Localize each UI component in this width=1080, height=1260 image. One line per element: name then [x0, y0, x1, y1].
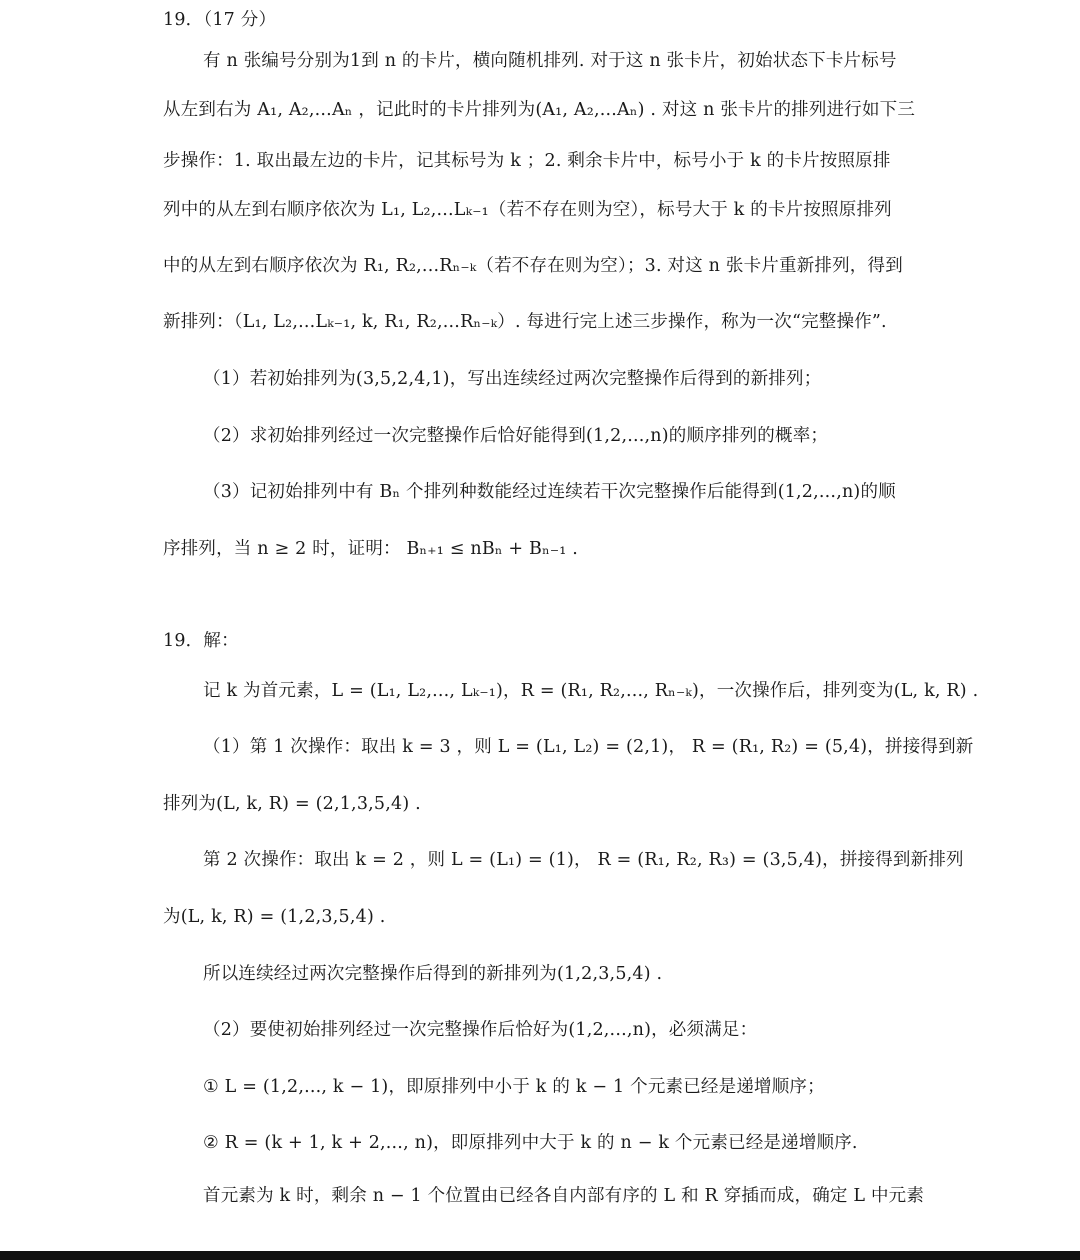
- solution-part1-line: 为(L, k, R) = (1,2,3,5,4) .: [163, 907, 386, 927]
- problem-text-line: 列中的从左到右顺序依次为 L₁, L₂,...Lₖ₋₁（若不存在则为空），标号大于 k 的卡片按照原排列: [163, 200, 892, 220]
- solution-part1-line: （1）第 1 次操作：取出 k = 3 ，则 L = (L₁, L₂) = (2,1)， R = (R₁, R₂) = (5,4)，拼接得到新: [203, 737, 974, 757]
- solution-part1-line: 排列为(L, k, R) = (2,1,3,5,4) .: [163, 794, 421, 814]
- question-3-line-1: （3）记初始排列中有 Bₙ 个排列种数能经过连续若干次完整操作后能得到(1,2,...,n)的顺: [203, 482, 896, 502]
- solution-header: 19．解：: [163, 631, 239, 651]
- problem-text-line: 中的从左到右顺序依次为 R₁, R₂,...Rₙ₋ₖ（若不存在则为空）；3. 对这 n 张卡片重新排列，得到: [163, 256, 903, 276]
- solution-intro: 记 k 为首元素，L = (L₁, L₂,..., Lₖ₋₁)，R = (R₁, R₂,..., Rₙ₋ₖ)，一次操作后，排列变为(L, k, R) .: [203, 681, 979, 701]
- solution-part1-line: 第 2 次操作：取出 k = 2 ，则 L = (L₁) = (1)， R = (R₁, R₂, R₃) = (3,5,4)，拼接得到新排列: [203, 850, 964, 870]
- solution-part2-condition-1: ① L = (1,2,..., k − 1)，即原排列中小于 k 的 k − 1 个元素已经是递增顺序；: [203, 1077, 825, 1097]
- problem-header: 19．（17 分）: [163, 10, 277, 30]
- question-3-line-2: 序排列，当 n ≥ 2 时，证明： Bₙ₊₁ ≤ nBₙ + Bₙ₋₁ .: [163, 539, 579, 559]
- question-2: （2）求初始排列经过一次完整操作后恰好能得到(1,2,...,n)的顺序排列的概率；: [203, 426, 829, 446]
- solution-part2-line: （2）要使初始排列经过一次完整操作后恰好为(1,2,...,n)，必须满足：: [203, 1020, 758, 1040]
- problem-text-line: 新排列：（L₁, L₂,...Lₖ₋₁, k, R₁, R₂,...Rₙ₋ₖ）. 每进行完上述三步操作，称为一次“完整操作”.: [163, 312, 887, 332]
- problem-text-line: 从左到右为 A₁, A₂,...Aₙ ，记此时的卡片排列为(A₁, A₂,...Aₙ) . 对这 n 张卡片的排列进行如下三: [163, 100, 916, 120]
- question-1: （1）若初始排列为(3,5,2,4,1)，写出连续经过两次完整操作后得到的新排列；: [203, 369, 822, 389]
- solution-part2-condition-2: ② R = (k + 1, k + 2,..., n)，即原排列中大于 k 的 n − k 个元素已经是递增顺序.: [203, 1133, 858, 1153]
- page-bottom-border: [0, 1251, 1080, 1260]
- solution-part1-conclusion: 所以连续经过两次完整操作后得到的新排列为(1,2,3,5,4) .: [203, 964, 663, 984]
- problem-text-line: 有 n 张编号分别为1到 n 的卡片，横向随机排列. 对于这 n 张卡片，初始状态下卡片标号: [203, 51, 897, 71]
- problem-text-line: 步操作：1. 取出最左边的卡片，记其标号为 k ；2. 剩余卡片中，标号小于 k 的卡片按照原排: [163, 151, 891, 171]
- solution-part2-line: 首元素为 k 时，剩余 n − 1 个位置由已经各自内部有序的 L 和 R 穿插而成，确定 L 中元素: [203, 1186, 925, 1206]
